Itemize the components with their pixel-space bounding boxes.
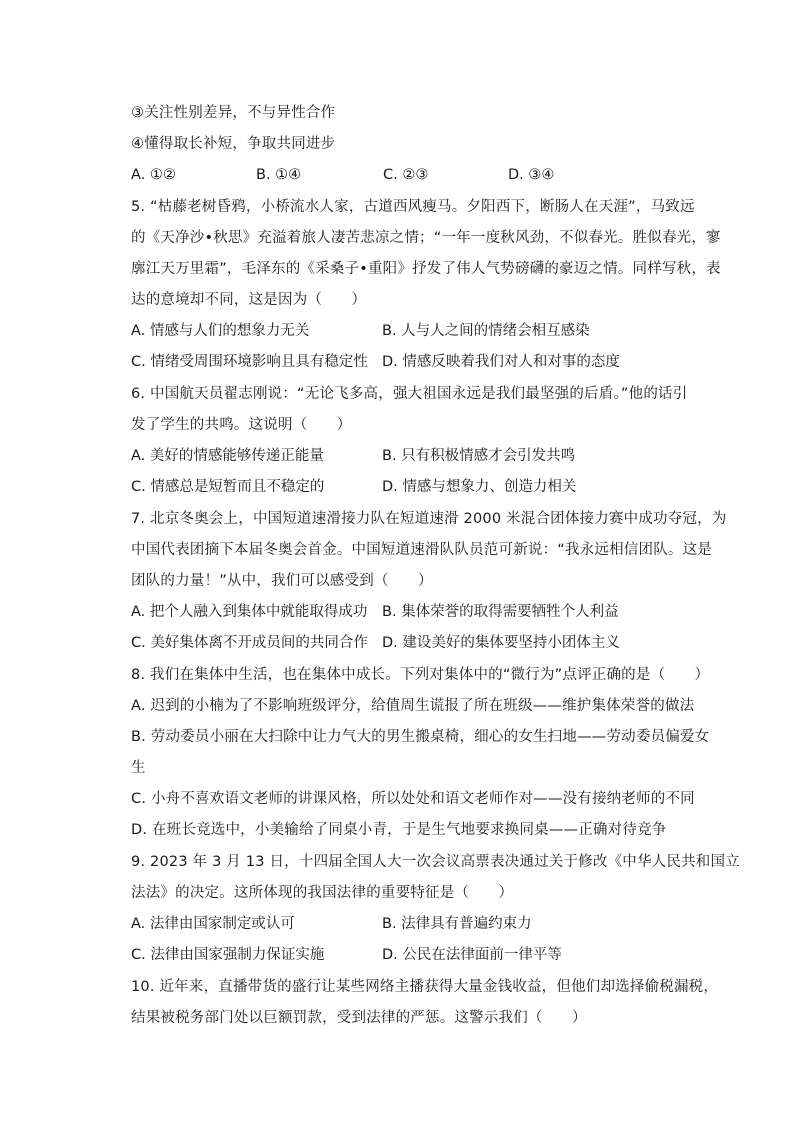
option-line: ③关注性别差异，不与异性合作 [131,105,336,121]
option-b: 生 [131,760,146,776]
option-d: D. 情感反映着我们对人和对事的态度 [382,354,620,370]
option-a: A. 法律由国家制定或认可 [131,916,295,932]
option-line: ④懂得取长补短，争取共同进步 [131,136,336,152]
option-b: B. ①④ [256,167,302,183]
question-5-stem: 5. “枯藤老树昏鸦，小桥流水人家，古道西风瘦马。夕阳西下，断肠人在天涯”，马致远 [131,199,695,215]
option-c: C. 小舟不喜欢语文老师的讲课风格，所以处处和语文老师作对——没有接纳老师的不同 [131,791,695,807]
option-d: D. 公民在法律面前一律平等 [382,947,562,963]
question-5-stem: 达的意境却不同，这是因为（ ） [131,292,367,308]
question-10-stem: 结果被税务部门处以巨额罚款，受到法律的严惩。这警示我们（ ） [131,1010,587,1026]
question-7-stem: 团队的力量！”从中，我们可以感受到（ ） [131,573,433,589]
option-d: D. 在班长竞选中，小美输给了同桌小青，于是生气地要求换同桌——正确对待竞争 [131,822,667,838]
question-8-stem: 8. 我们在集体中生活，也在集体中成长。下列对集体中的“微行为”点评正确的是（ ） [131,667,710,683]
question-6-stem: 发了学生的共鸣。这说明（ ） [131,417,352,433]
option-b: B. 只有积极情感才会引发共鸣 [382,448,576,464]
option-b: B. 法律具有普遍约束力 [382,916,532,932]
option-a: A. 美好的情感能够传递正能量 [131,448,324,464]
question-6-stem: 6. 中国航天员翟志刚说：“无论飞多高，强大祖国永远是我们最坚强的后盾。”他的话引 [131,386,688,402]
question-9-stem: 法法》的决定。这所体现的我国法律的重要特征是（ ） [131,885,514,901]
option-d: D. 建设美好的集体要坚持小团体主义 [382,635,620,651]
question-7-stem: 7. 北京冬奥会上，中国短道速滑接力队在短道速滑 2000 米混合团体接力赛中成功夺冠，为 [131,511,727,527]
option-c: C. 情绪受周围环境影响且具有稳定性 [131,354,368,370]
option-a: A. 迟到的小楠为了不影响班级评分，给值周生谎报了所在班级——维护集体荣誉的做法 [131,698,695,714]
option-c: C. ②③ [383,167,429,183]
question-10-stem: 10. 近年来，直播带货的盛行让某些网络主播获得大量金钱收益，但他们却选择偷税漏税， [131,979,719,995]
question-5-stem: 的《天净沙•秋思》充溢着旅人凄苦悲凉之情；“一年一度秋风劲，不似春光。胜似春光，寥 [131,230,721,246]
question-5-stem: 廓江天万里霜”，毛泽东的《采桑子•重阳》抒发了伟人气势磅礴的豪迈之情。同样写秋，表 [131,261,721,277]
option-c: C. 美好集体离不开成员间的共同合作 [131,635,368,651]
option-b: B. 集体荣誉的取得需要牺牲个人利益 [382,604,619,620]
question-9-stem: 9. 2023 年 3 月 13 日，十四届全国人大一次会议高票表决通过关于修改《中华人民共和国立 [131,854,740,870]
option-b: B. 劳动委员小丽在大扫除中让力气大的男生搬桌椅，细心的女生扫地——劳动委员偏爱女 [131,729,710,745]
option-a: A. 情感与人们的想象力无关 [131,323,310,339]
option-a: A. 把个人融入到集体中就能取得成功 [131,604,368,620]
option-b: B. 人与人之间的情绪会相互感染 [382,323,590,339]
option-a: A. ①② [131,167,176,183]
option-c: C. 法律由国家强制力保证实施 [131,947,325,963]
option-c: C. 情感总是短暂而且不稳定的 [131,479,325,495]
option-d: D. ③④ [508,167,555,183]
question-7-stem: 中国代表团摘下本届冬奥会首金。中国短道速滑队队员范可新说：“我永远相信团队。这是 [131,542,713,558]
option-d: D. 情感与想象力、创造力相关 [382,479,577,495]
